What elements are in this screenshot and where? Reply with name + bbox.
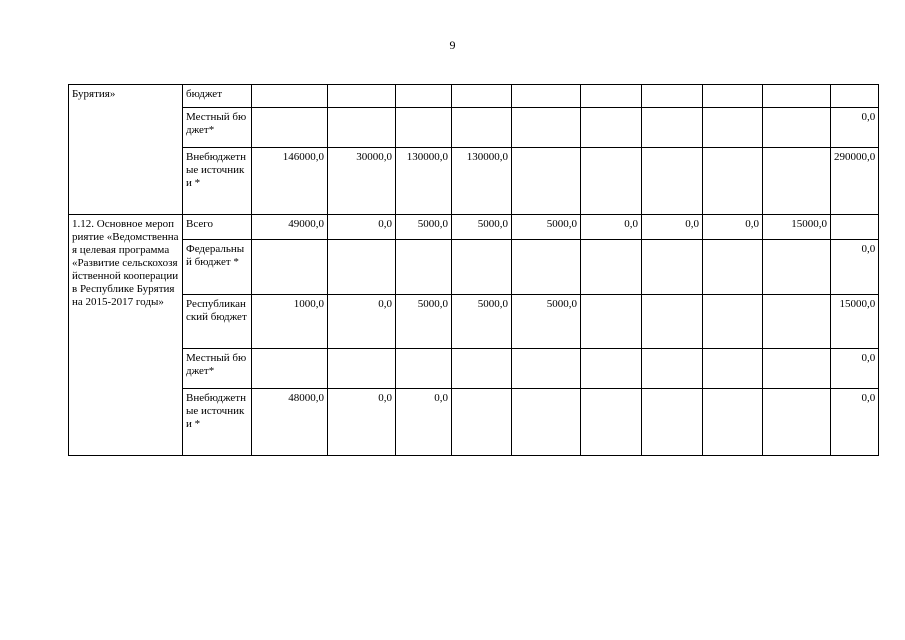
value-cell: [512, 85, 581, 108]
funding-source-cell: Республиканский бюджет: [183, 295, 252, 349]
value-cell: 0,0: [831, 349, 879, 389]
value-cell: [642, 240, 703, 295]
value-cell: 0,0: [831, 240, 879, 295]
measure-name-cell: Бурятия»: [69, 85, 183, 215]
table-row: [69, 240, 879, 295]
value-cell: 130000,0: [452, 148, 512, 215]
value-cell: [581, 349, 642, 389]
value-cell: [703, 295, 763, 349]
value-cell: [396, 240, 452, 295]
value-cell: 15000,0: [831, 295, 879, 349]
value-cell: [328, 349, 396, 389]
value-cell: [581, 108, 642, 148]
value-cell: [581, 389, 642, 456]
value-cell: [763, 108, 831, 148]
value-cell: [642, 108, 703, 148]
table-row: [69, 295, 879, 349]
value-cell: 0,0: [328, 295, 396, 349]
value-cell: 5000,0: [396, 215, 452, 240]
value-cell: 0,0: [831, 389, 879, 456]
value-cell: 48000,0: [252, 389, 328, 456]
value-cell: 5000,0: [452, 215, 512, 240]
value-cell: [452, 389, 512, 456]
value-cell: [581, 240, 642, 295]
value-cell: 1000,0: [252, 295, 328, 349]
value-cell: [763, 295, 831, 349]
budget-table: [68, 84, 879, 456]
value-cell: 49000,0: [252, 215, 328, 240]
value-cell: 5000,0: [396, 295, 452, 349]
value-cell: 130000,0: [396, 148, 452, 215]
value-cell: 5000,0: [452, 295, 512, 349]
value-cell: 146000,0: [252, 148, 328, 215]
value-cell: [703, 349, 763, 389]
value-cell: 30000,0: [328, 148, 396, 215]
value-cell: [831, 215, 879, 240]
value-cell: [642, 389, 703, 456]
value-cell: 0,0: [703, 215, 763, 240]
value-cell: [396, 108, 452, 148]
value-cell: [642, 295, 703, 349]
value-cell: 0,0: [831, 108, 879, 148]
value-cell: 290000,0: [831, 148, 879, 215]
value-cell: [763, 85, 831, 108]
value-cell: [512, 148, 581, 215]
value-cell: 0,0: [642, 215, 703, 240]
value-cell: [512, 108, 581, 148]
value-cell: [452, 349, 512, 389]
value-cell: [252, 85, 328, 108]
value-cell: [396, 349, 452, 389]
page-number: 9: [449, 38, 456, 52]
table-row: [69, 148, 879, 215]
value-cell: [763, 148, 831, 215]
table-row: [69, 85, 879, 108]
value-cell: [763, 240, 831, 295]
funding-source-cell: Местный бюджет*: [183, 108, 252, 148]
value-cell: [703, 389, 763, 456]
table-row: [69, 349, 879, 389]
value-cell: [396, 85, 452, 108]
value-cell: [452, 240, 512, 295]
funding-source-cell: Местный бюджет*: [183, 349, 252, 389]
value-cell: [252, 349, 328, 389]
funding-source-cell: Внебюджетные источники *: [183, 389, 252, 456]
value-cell: [703, 85, 763, 108]
value-cell: [328, 240, 396, 295]
table-row: [69, 215, 879, 240]
value-cell: [452, 85, 512, 108]
value-cell: [703, 148, 763, 215]
value-cell: [581, 295, 642, 349]
funding-source-cell: бюджет: [183, 85, 252, 108]
funding-source-cell: Федеральный бюджет *: [183, 240, 252, 295]
table-row: [69, 389, 879, 456]
value-cell: 0,0: [581, 215, 642, 240]
value-cell: [642, 148, 703, 215]
value-cell: [252, 240, 328, 295]
value-cell: 0,0: [328, 389, 396, 456]
value-cell: 0,0: [328, 215, 396, 240]
value-cell: [512, 349, 581, 389]
table-row: [69, 108, 879, 148]
funding-source-cell: Внебюджетные источники *: [183, 148, 252, 215]
value-cell: [512, 240, 581, 295]
value-cell: [581, 85, 642, 108]
value-cell: 5000,0: [512, 295, 581, 349]
value-cell: 0,0: [396, 389, 452, 456]
value-cell: [328, 108, 396, 148]
value-cell: [642, 349, 703, 389]
value-cell: [328, 85, 396, 108]
value-cell: [252, 108, 328, 148]
value-cell: [763, 389, 831, 456]
value-cell: [763, 349, 831, 389]
funding-source-cell: Всего: [183, 215, 252, 240]
value-cell: [703, 108, 763, 148]
value-cell: [831, 85, 879, 108]
value-cell: [452, 108, 512, 148]
value-cell: [703, 240, 763, 295]
value-cell: [642, 85, 703, 108]
value-cell: 15000,0: [763, 215, 831, 240]
measure-name-cell: 1.12. Основное мероприятие «Ведомственная целевая программа «Развитие сельскохозяйственной кооперации в Республике Бурятия на 2015-2017 годы»: [69, 215, 183, 456]
value-cell: [581, 148, 642, 215]
value-cell: [512, 389, 581, 456]
value-cell: 5000,0: [512, 215, 581, 240]
